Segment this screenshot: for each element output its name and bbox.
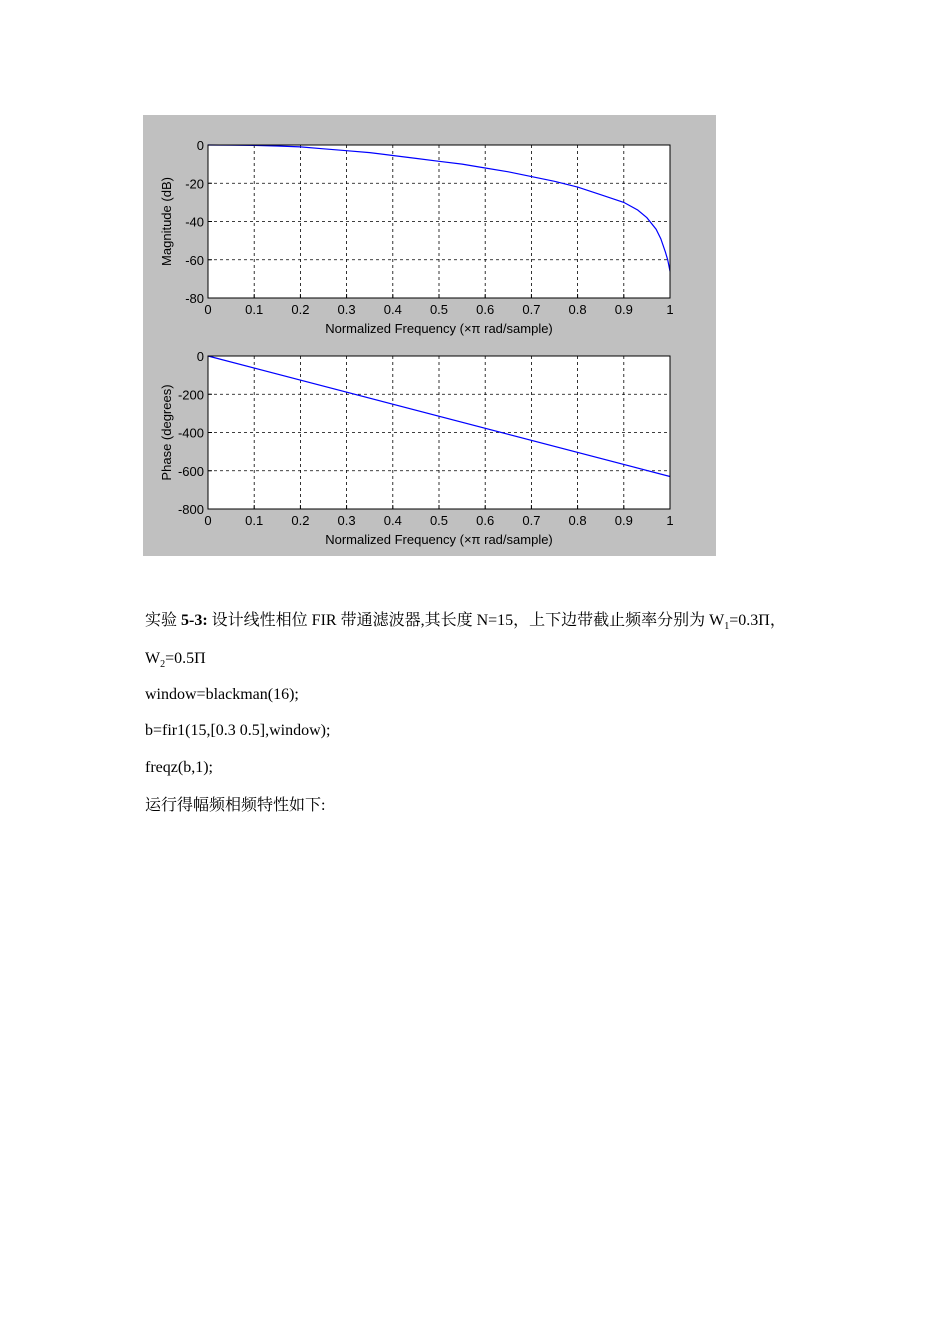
matlab-figure [143, 115, 716, 556]
x-tick-label: 0.1 [245, 513, 264, 528]
result-caption: 运行得幅频相频特性如下: [145, 797, 326, 814]
w1-subscript: 1 [724, 621, 730, 632]
frequency-response-plots [143, 115, 716, 556]
x-tick-label: 0.6 [476, 513, 495, 528]
x-axis-label: Normalized Frequency (×π rad/sample) [325, 532, 553, 547]
y-tick-label: -40 [185, 214, 204, 230]
y-tick-label: 0 [196, 138, 204, 153]
x-tick-label: 0.2 [291, 302, 310, 317]
experiment-number: 5-3: [181, 612, 208, 629]
y-tick-label: -80 [185, 291, 204, 306]
experiment-prefix: 实验 [145, 612, 178, 629]
x-tick-label: 0.8 [568, 513, 587, 528]
x-tick-label: 0.6 [476, 302, 495, 317]
x-tick-label: 1 [666, 513, 674, 528]
y-tick-label: -20 [185, 176, 204, 192]
x-tick-label: 0.3 [337, 513, 356, 528]
x-tick-label: 0.7 [522, 513, 541, 528]
x-tick-label: 0.3 [337, 302, 356, 317]
y-axis-label: Phase (degrees) [159, 384, 174, 481]
w1-value: =0.3Π， [729, 612, 786, 629]
y-tick-label: -800 [177, 502, 204, 517]
y-tick-label: -60 [185, 252, 204, 268]
x-tick-label: 0.4 [383, 302, 402, 317]
y-axis-label: Magnitude (dB) [159, 177, 174, 266]
code-line-freqz: freqz(b,1); [145, 759, 213, 776]
w2-subscript: 2 [160, 659, 166, 670]
x-axis-label: Normalized Frequency (×π rad/sample) [325, 321, 553, 336]
x-tick-label: 0.7 [522, 302, 541, 317]
y-tick-label: 0 [196, 349, 204, 364]
w2-value: =0.5Π [165, 650, 206, 667]
y-tick-label: -400 [177, 425, 204, 441]
x-tick-label: 0.9 [614, 513, 633, 528]
code-line-window: window=blackman(16); [145, 686, 299, 703]
x-tick-label: 0.2 [291, 513, 310, 528]
x-tick-label: 0.5 [429, 513, 449, 528]
w2-line [145, 649, 206, 675]
x-tick-label: 0.8 [568, 302, 587, 317]
w2-prefix: W [145, 650, 161, 667]
x-tick-label: 0.9 [614, 302, 633, 317]
experiment-heading [145, 611, 786, 637]
code-line-fir1: b=fir1(15,[0.3 0.5],window); [145, 722, 331, 739]
x-tick-label: 0 [204, 302, 212, 317]
experiment-description: 设计线性相位 FIR 带通滤波器,其长度 N=15，上下边带截止频率分别为 W [211, 612, 725, 629]
y-tick-label: -200 [177, 387, 204, 403]
x-tick-label: 0 [204, 513, 212, 528]
x-tick-label: 0.4 [383, 513, 402, 528]
x-tick-label: 0.1 [245, 302, 264, 317]
x-tick-label: 1 [666, 302, 674, 317]
y-tick-label: -600 [177, 463, 204, 479]
x-tick-label: 0.5 [429, 302, 449, 317]
